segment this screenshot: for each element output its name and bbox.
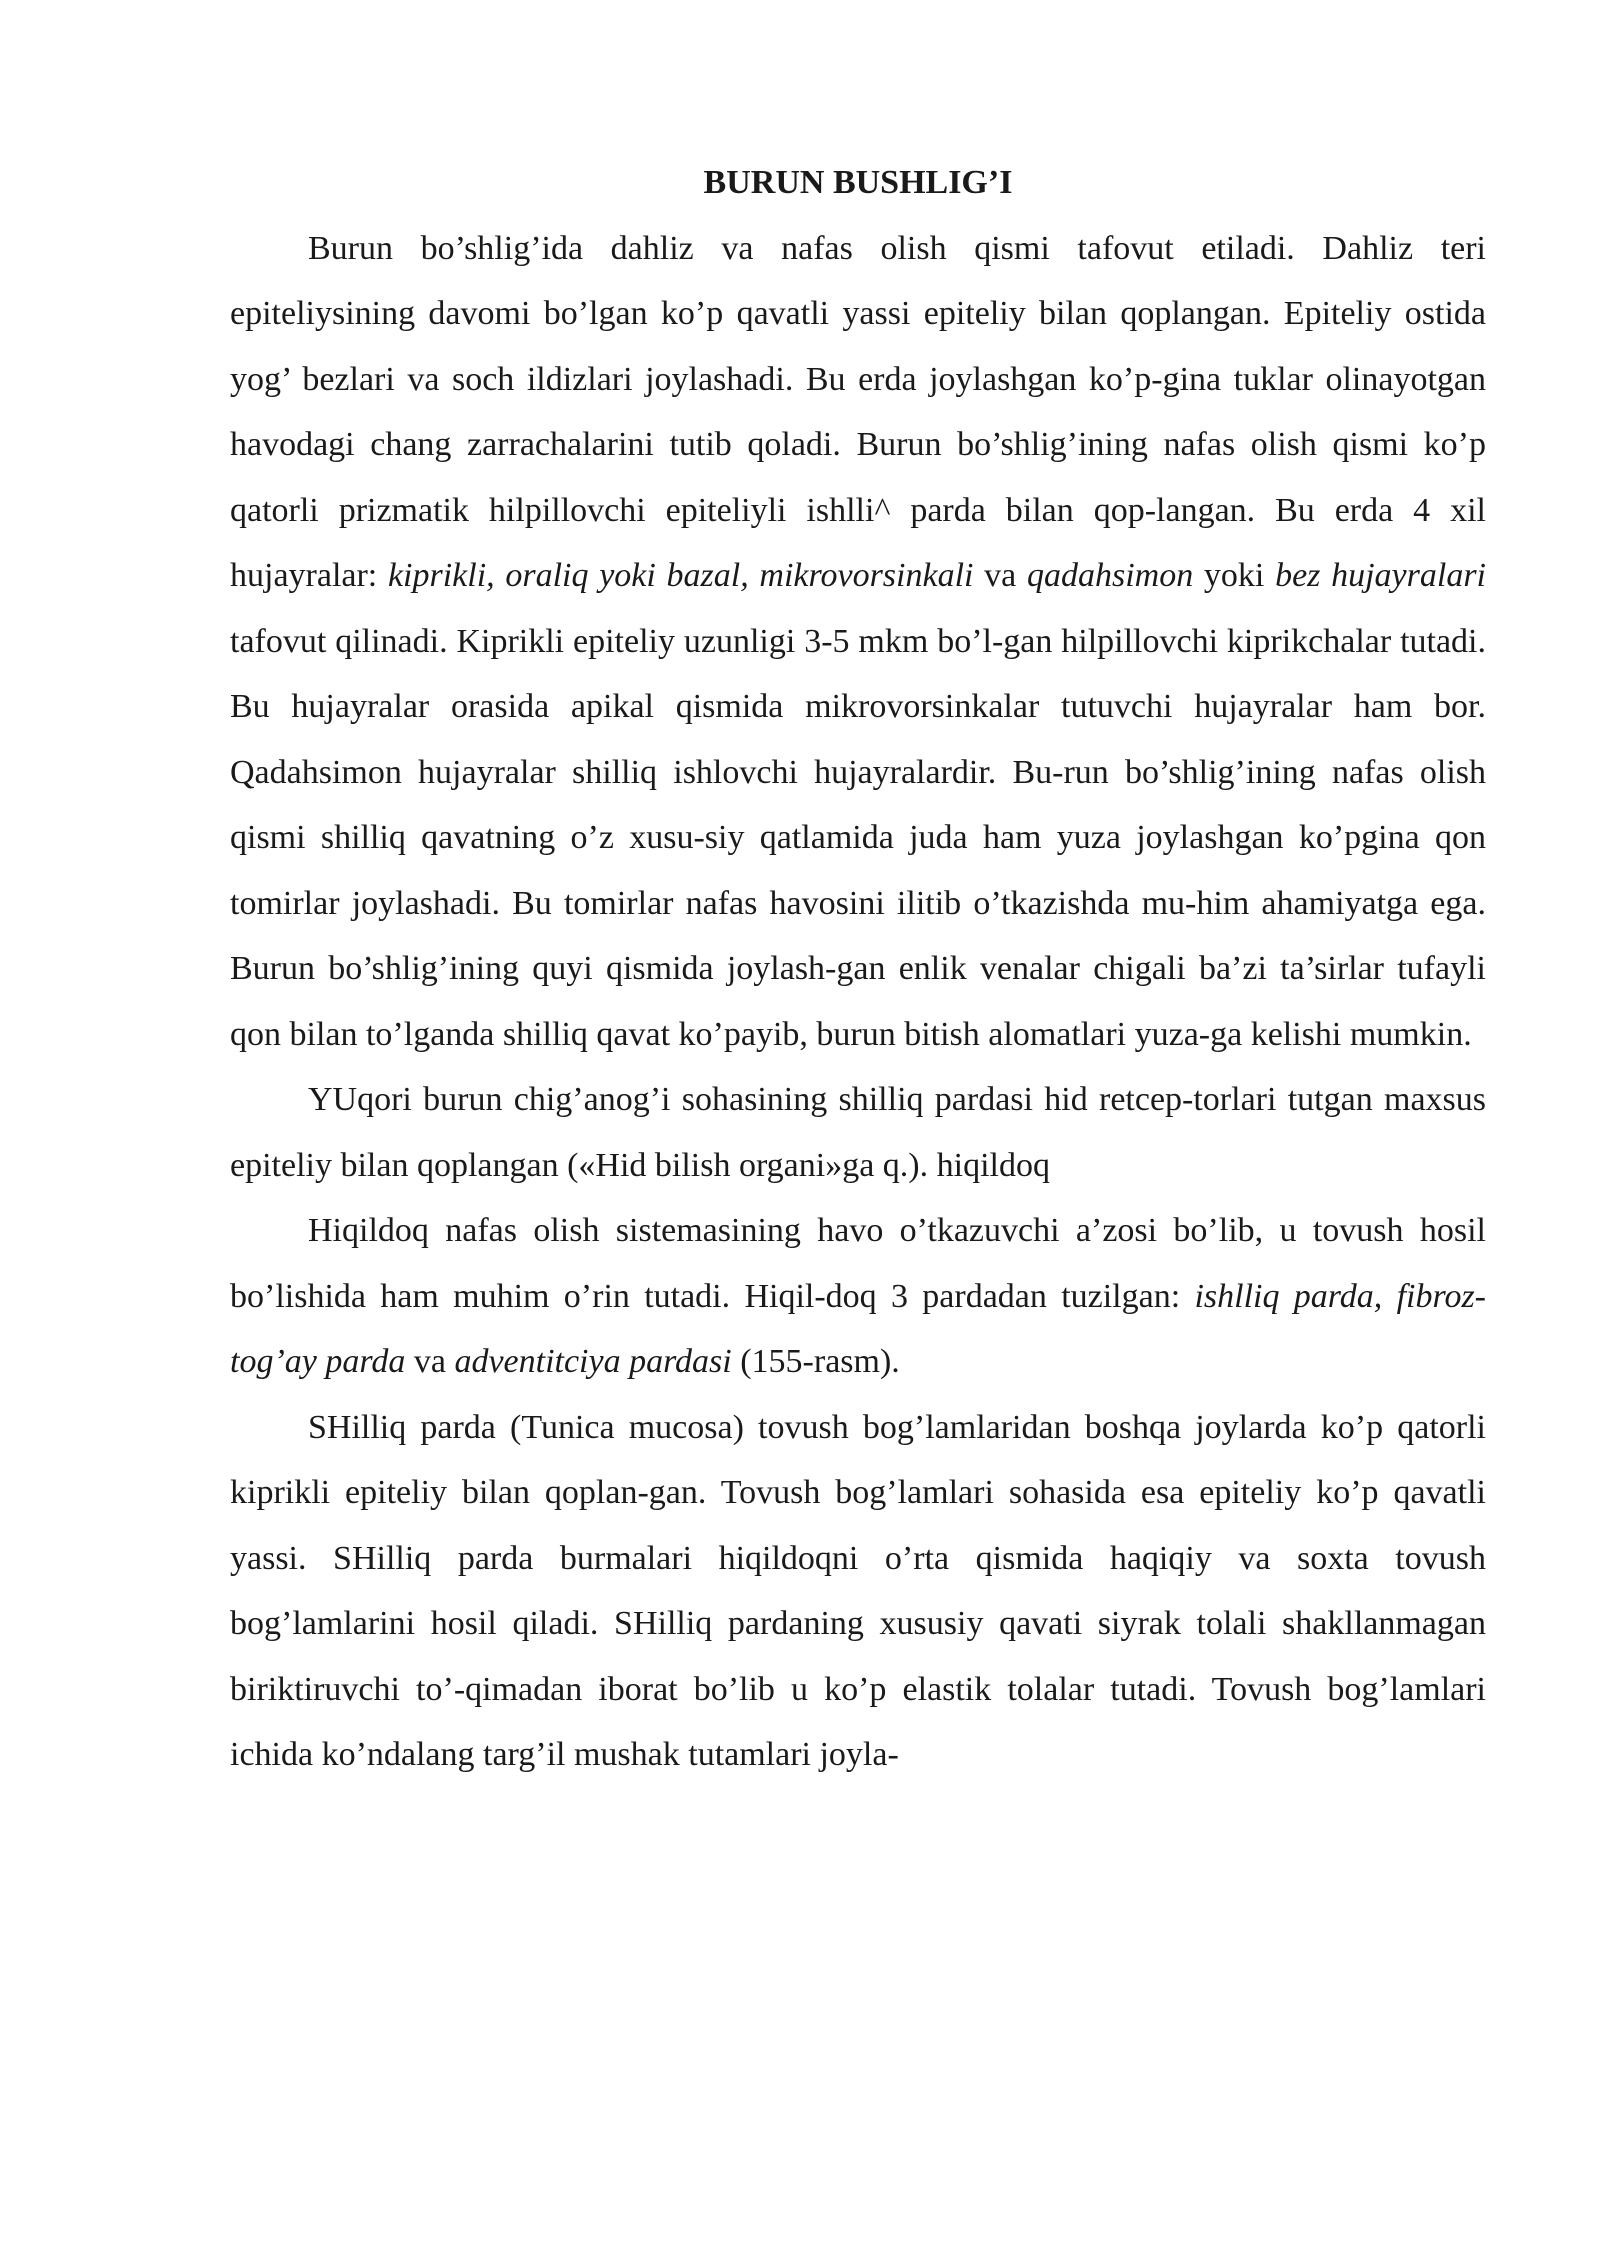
page-title: BURUN BUSHLIG’I (703, 164, 1013, 201)
italic-term: adventitciya pardasi (454, 1343, 732, 1380)
paragraph-text: Burun bo’shlig’ida dahliz va nafas olish qismi tafovut etiladi. Dahliz teri epiteliysining davomi bo’lgan ko’p qavatli yassi epiteliy bilan qoplangan. Epiteliy ostida yog’ bezlari va soch ildizlari joylashadi. Bu erda joylashgan ko’p-gina tuklar olinayotgan havodagi chang zarrachalarini tutib qoladi. Burun bo’shlig’ining nafas olish qismi ko’p qatorli prizmatik hilpillovchi epiteliyli ishlli^ parda bilan qop-langan. Bu erda 4 xil hujayralar: (230, 229, 1486, 594)
paragraph-burun-bushligi (230, 216, 1486, 1068)
italic-term: qadahsimon (1026, 557, 1194, 594)
paragraph-text: yoki (1193, 557, 1276, 594)
paragraph-text: va (973, 557, 1027, 594)
paragraph-text: tafovut qilinadi. Kiprikli epiteliy uzunligi 3-5 mkm bo’l-gan hilpillovchi kiprikchalar tutadi. Bu hujayralar orasida apikal qismida mikrovorsinkalar tutuvchi hujayralar ham bor. Qadahsimon hujayralar shilliq ishlovchi hujayralardir. Bu-run bo’shlig’ining nafas olish qismi shilliq qavatning o’z xusu-siy qatlamida juda ham yuza joylashgan ko’pgina qon tomirlar joylashadi. Bu tomirlar nafas havosini ilitib o’tkazishda mu-him ahamiyatga ega. Burun bo’shlig’ining quyi qismida joylash-gan enlik venalar chigali ba’zi ta’sirlar tufayli qon bilan to’lganda shilliq qavat ko’payib, burun bitish alomatlari yuza-ga kelishi mumkin. (230, 622, 1486, 1053)
paragraph-text: Hiqildoq nafas olish sistemasining havo o’tkazuvchi a’zosi bo’lib, u tovush hosil bo’lishida ham muhim o’rin tutadi. Hiqil-doq 3 pardadan tuzilgan: (230, 1212, 1486, 1315)
paragraph-shilliq-parda: SHilliq parda (Tunica mucosa) tovush bog’lamlaridan boshqa joylarda ko’p qatorli kiprikli epiteliy bilan qoplan-gan. Tovush bog’lamlari sohasida esa epiteliy ko’p qavatli yassi. SHilliq parda burmalari hiqildoqni o’rta qismida haqiqiy va soxta tovush bog’lamlarini hosil qiladi. SHilliq pardaning xususiy qavati siyrak tolali shakllanmagan biriktiruvchi to’-qimadan iborat bo’lib u ko’p elastik tolalar tutadi. Tovush bog’lamlari ichida ko’ndalang targ’il mushak tutamlari joyla- (230, 1408, 1486, 1773)
paragraph-yuqori-burun: YUqori burun chig’anog’i sohasining shilliq pardasi hid retcep-torlari tutgan maxsus epiteliy bilan qoplangan («Hid bilish organi»ga q.). hiqildoq (230, 1081, 1486, 1184)
italic-term: kiprikli, oraliq yoki bazal, mikrovorsinkali (387, 557, 974, 594)
paragraph-hiqildoq (230, 1198, 1486, 1395)
paragraph-text: (155-rasm). (731, 1343, 900, 1380)
paragraph-text: va (405, 1343, 455, 1380)
italic-term: bez hujayralari (1275, 557, 1486, 594)
page-content (230, 150, 1486, 1788)
italic-term: ishlliq parda, fibroz-tog’ay parda (230, 1277, 1486, 1380)
